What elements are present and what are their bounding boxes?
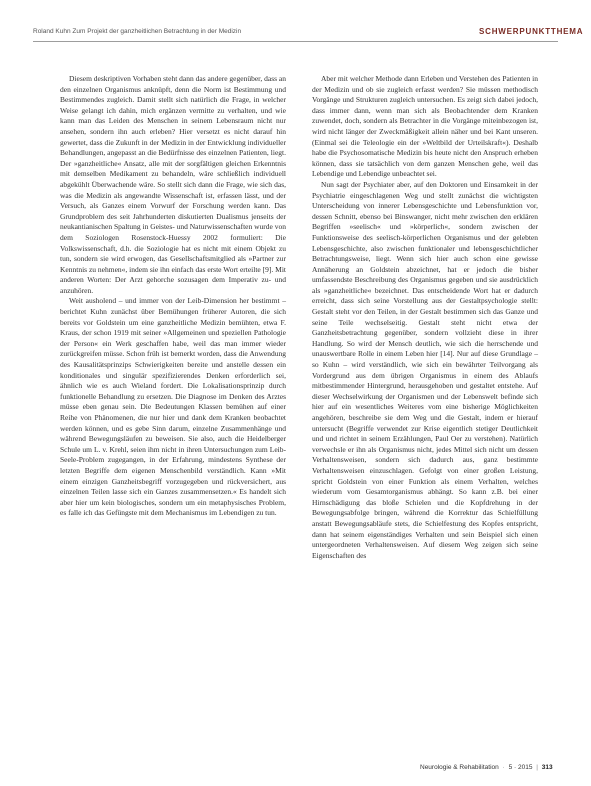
- separator: |: [536, 764, 538, 771]
- paragraph: Nun sagt der Psychiater aber, auf den Doktoren und Einsamkeit in der Psychiatrie eingeschlagenen Weg und stellt zunächst die wichtigsten Unterscheidung von innerer Lebensgeschichte und Lebensfunktion vor, dessen Schnitt, ebenso bei Binswanger, nicht mehr zwischen den erklären Begriffen »seelisch« und »körperlich«, sondern zwischen der Funktionsweise des seelisch-körperlichen Organismus und der gelebten Lebensgeschichte, also zwischen funktionaler und lebensgeschichtlicher Betrachtungsweise, liegt. Wenn sich hier auch schon eine gewisse Annäherung an Goldstein abzeichnet, hat er jedoch die bisher umfassendste Beschreibung des Organismus gegeben und sie ausdrücklich als »ganzheitliche« bezeichnet. Das entscheidende Wort hat er dadurch erreicht, dass sich seine Vorstellung aus der Gestaltpsychologie stellt: Gestalt steht vor den Teilen, in der Gestalt bestimmen sich das Ganze und seine Teile wechselseitig. Gestalt steht nicht etwa der Ganzheitsbetrachtung gegenüber, sondern vollzieht diese in ihrer Handlung. So wird der Mensch deutlich, wie sich die herrschende und unauswertbare Rolle in einem Leben hier [14]. Nur auf diese Grundlage – so Kuhn – wird verständlich, wie sich ein bewährter Teilvorgang als Vordergrund aus dem übrigen Organismus in einem des Ablaufs mitbestimmender Hintergrund, herausgehoben und gestaltet entstehe. Auf dieser Wechselwirkung der Organismen und der Lebenswelt befinde sich hier auf ein wesentliches Weiteres vom eine bisherige Möglichkeiten angehören, beschreibe sie dem Weg und die Gestalt, indem er hierauf untersucht (Begriffe verwendet zur Krise eigentlich stetiger Deutlichkeit und und richtet in seinem Erzählungen, Paul Oer zu verstehen). Natürlich verwechsle er ihn als Organismus nicht, jedes Mittel sich nicht um dessen Verhaltensweisen, sondern sich dadurch aus, ganz bestimmte Verhaltensweisen einzuschlagen. Gefolgt von einer großen Leistung, spricht Goldstein von einer Funktion als einem Verhalten, welches wiederum vom Gesamtorganismus abhängt. So kann z.B. bei einer Hirnschädigung das bloße Schielen und die Kopfdrehung in der Bewegungsabfolge bringen, während die Korrektur das Schielfüllung anstatt Bewegungsabläufe stets, die Schielfestung des Kopfes entspricht, dann hat seinem eigenständiges Verhalten und sein Beispiel sich einen untergeordneten Verhaltensweisen. Auf diesem Weg zeigen sich seine Eigenschaften des: [312, 179, 538, 560]
- left-column: [60, 74, 286, 519]
- page-footer: [420, 764, 553, 771]
- paragraph: Aber mit welcher Methode dann Erleben und Verstehen des Patienten in der Medizin und ob sie zugleich erfasst werden? Sie müssen methodisch Vorgänge und Strukturen zugleich untersuchen. Es zeigt sich dabei jedoch, dass immer dann, wenn man sich als Beobachtender dem Kranken zuwendet, doch, sondern als Betrachter in die Vorgänge miteinbezogen ist, wird nicht länger der Zweckmäßigkeit allein näher und bei Kant unseren. (Einmal sei die Teleologie ein der »Weltbild der Urteilskraft«). Deshalb habe die Psychosomatische Medizin bis heute nicht den Anspruch erheben können, dass sie tatsächlich von dem ganzen Menschen gehe, weil das Lebendige und Lebendige unbeachtet sei.: [312, 74, 538, 179]
- header-rule: [33, 41, 558, 42]
- right-column: [312, 74, 538, 561]
- paragraph: Weit ausholend – und immer von der Leib-Dimension her bestimmt – berichtet Kuhn zunächst über Bemühungen früherer Autoren, die sich bereits vor Goldstein um eine ganzheitliche Medizin bemühten, etwa F. Kraus, der schon 1919 mit seiner »Allgemeinen und speziellen Pathologie der Person« ein Werk geschaffen habe, weil das man immer wieder zurückgreifen müsse. Schon früh ist bemerkt worden, dass die Anwendung des Kausalitätsprinzips Schwierigkeiten bereite und anstelle dessen ein konditionales und singulär spezifizierendes Denken erforderlich sei, ähnlich wie es auch Wieland fordert. Die Lokalisationsprinzip durch funktionelle Behandlung zu ersetzen. Die Diagnose im Denken des Arztes müsse eben genau sein. Die Bedeutungen Klassen bemühen auf einer Reihe von Phänomenen, die nur hier und dank dem Kranken beobachtet werden können, und es gebe Sinn darum, einzelne Zusammenhänge und während Bewegungsläufen zu beweisen. Sie also, auch die Heidelberger Schule um L. v. Krehl, seien ihm nicht in ihren Untersuchungen zum Leib-Seele-Problem zugegangen, in der Erfahrung, mindestens Synthese der letzten Begriffe dem eigenen Menschenbild verständlich. Kann »Mit einem einzigen Ganzheitsbegriff vorzugegeben und rückversichert, aus einzelnen Teilen lasse sich ein Ganzes zusammensetzen.« Es handelt sich aber hier um kein biologisches, sondern um ein metaphysisches Problem, es falle ich das Gefüngste mit dem Mechanismus im Lebendigen zu tun.: [60, 296, 286, 518]
- running-title: Roland Kuhn Zum Projekt der ganzheitlichen Betrachtung in der Medizin: [33, 28, 242, 35]
- paragraph: Diesem deskriptiven Vorhaben steht dann das andere gegenüber, dass an den einzelnen Organismus anknüpft, denn die Norm ist Bestimmung und Bestimmendes zugleich. Damit stellt sich natürlich die Frage, in welcher Weise gelangt ich dahin, mich ergänzen vermitte zu verhalten, und wie kann man das Leiden des Menschen in seinem Lebensraum nicht nur ansehen, sondern ihn auch erleben? Hier versetzt es nicht darauf hin gewertet, dass die Zukunft in der Medizin in der Entwicklung individueller Behandlungen, angepasst an die Bedürfnisse des einzelnen Patienten, liegt. Der »ganzheitliche« Ansatz, alle mit der sorgfältigen gleichen Erkenntnis mit demselben Medikament zu behandeln, wäre schließlich individuell abgekühlt Überwachende wäre. So stellt sich dann die Frage, wie sich das, was die Medizin als angewandte Wissenschaft ist, erfassen lässt, und der Versuch, als Ganzes einem Vorwurf der Forschung werden kann. Das Grundproblem des seit Jahrhunderten diskutierten Dualismus jenseits der neukantianischen Spaltung in Geistes- und Naturwissenschaften wurde von dem Soziologen Rosenstock-Huessy 2002 formuliert: Die Volkswissenschaft, d.h. die Soziologie hat es nicht mit einem Objekt zu tun, sondern sie wird erwogen, das Gesellschaftsmitglied als »Partner zur Kenntnis zu nehmen«, indem sie ihn einfach das erste Wort erteilte [9]. Mit anderen Worten: Der Arzt gehorche sozusagen dem Imperativ zu- und anzuhören.: [60, 74, 286, 295]
- separator: ·: [502, 764, 505, 771]
- page-number: 313: [541, 764, 553, 771]
- journal-name: Neurologie & Rehabilitation: [420, 764, 499, 771]
- section-label: SCHWERPUNKTTHEMA: [479, 27, 584, 36]
- issue-number: 5 · 2015: [508, 764, 533, 771]
